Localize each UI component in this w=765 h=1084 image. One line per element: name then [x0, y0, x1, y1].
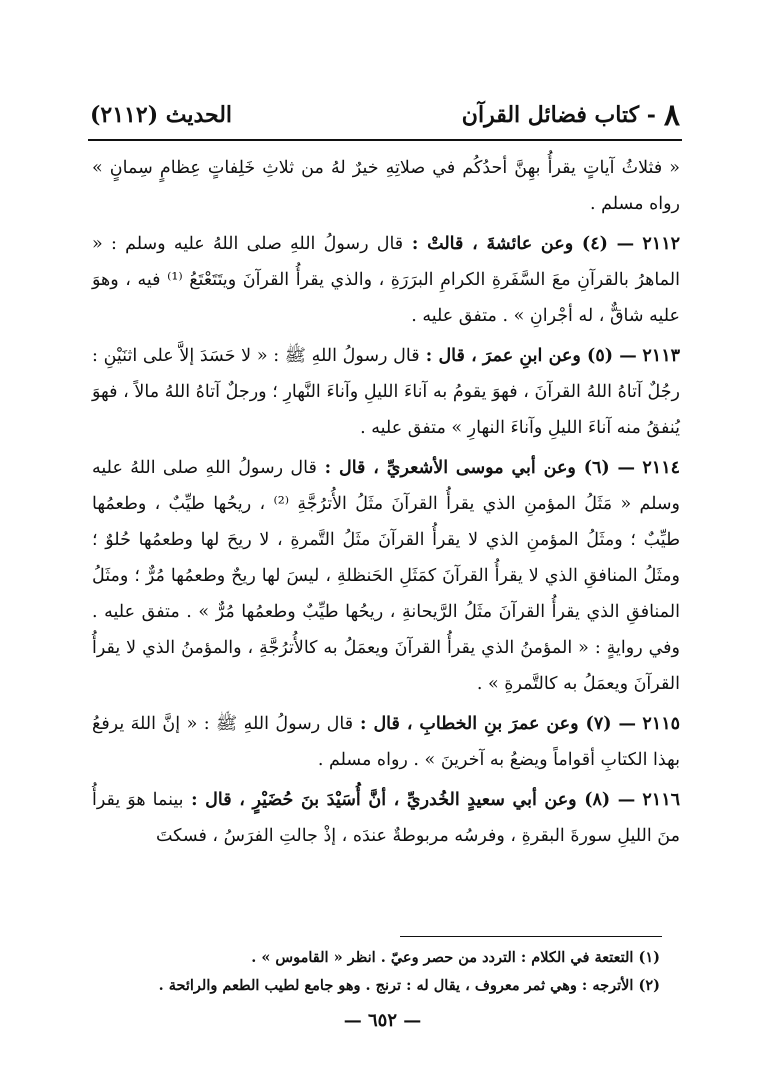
- hadith-number: ٢١١٢: [642, 234, 680, 254]
- footnote-1: (١) التعتعة في الكلام : التردد من حصر وعيّ . انظر « القاموس » .: [251, 949, 660, 966]
- hadith-number: ٢١١٥: [642, 714, 681, 734]
- hadith-range: الحديث (٢١١٢): [90, 102, 233, 128]
- hadith-2116: [92, 782, 680, 854]
- footnote-rule: [400, 936, 662, 937]
- hadith-text: بينما هوَ يقرأُ منَ الليلِ سورةَ البقرةِ ، وفرسُه مربوطةٌ عندَه ، إذْ جالتِ الفرَسُ ، فسكتَ: [92, 790, 680, 846]
- footnotes: [110, 944, 660, 1000]
- paragraph-continuation: [92, 150, 680, 222]
- hadith-narrator: — (٧) وعن عمرَ بنِ الخطابِ ، قال :: [353, 714, 636, 734]
- hadith-narrator: — (٥) وعن ابنِ عمرَ ، قال :: [419, 346, 637, 366]
- footnote-2: (٢) الأترجه : وهي ثمر معروف ، يقال له : ترنج . وهو جامع لطيب الطعم والرائحة .: [158, 977, 660, 994]
- hadith-text: قال رسولُ اللهِ صلى اللهُ عليه وسلم : « الماهرُ بالقرآنِ معَ السَّفَرةِ الكرامِ البرَرَةِ ، والذي يقرأُ القرآنَ ويتَتَعْتَعُ ⁽¹⁾ فيه ، وهوَ عليه شاقٌّ ، له أجْرانِ » . متفق عليه .: [92, 234, 680, 326]
- page-header: [90, 95, 680, 135]
- hadith-narrator: — (٦) وعن أبي موسى الأشعريِّ ، قال :: [316, 458, 636, 478]
- header-book-title-group: [462, 98, 680, 133]
- hadith-text: قال رسولُ اللهِ صلى اللهُ عليه وسلم « مَثَلُ المؤمنِ الذي يقرأُ القرآنَ مثَلُ الأُترُجَّةِ ⁽²⁾ ، ريحُها طيِّبٌ ، وطعمُها طيِّبٌ ؛ ومثَلُ المؤمنِ الذي لا يقرأُ القرآنَ مثَلُ التَّمرةِ ، لا ريحَ لها وطعمُها حُلوٌ ؛ ومثَلُ المنافقِ الذي لا يقرأُ القرآنَ كمَثَلِ الحَنظلةِ ، ليسَ لها ريحٌ وطعمُها مُرٌّ ؛ ومثَلُ المنافقِ الذي يقرأُ القرآنَ مثَلُ الرَّيحانةِ ، ريحُها طيِّبٌ وطعمُها مُرٌّ » . متفق عليه . وفي روايةٍ : « المؤمنُ الذي يقرأُ القرآنَ ويعمَلُ به كالأُترُجَّةِ ، والمؤمنُ الذي لا يقرأُ القرآنَ ويعمَلُ به كالتَّمرةِ » .: [92, 458, 681, 694]
- header-rule: [88, 139, 682, 141]
- page-body: [92, 150, 680, 858]
- hadith-text: قال رسولُ اللهِ ﷺ : « إنَّ اللهَ يرفعُ بهذا الكتابِ أقواماً ويضعُ به آخرينَ » . رواه مسلم .: [92, 714, 680, 770]
- hadith-2112: [92, 226, 680, 334]
- chapter-number: ٨: [663, 97, 680, 133]
- page-number: — ٦٥٢ —: [343, 1010, 422, 1031]
- hadith-number: ٢١١٤: [642, 458, 680, 478]
- book-title: - كتاب فضائل القرآن: [461, 102, 656, 128]
- hadith-text: قال رسولُ اللهِ ﷺ : « لا حَسَدَ إلاَّ على اثنَيْنِ : رجُلٌ آتاهُ اللهُ القرآنَ ، فهوَ يقومُ به آناءَ الليلِ وآناءَ النَّهارِ ؛ ورجلٌ آتاهُ اللهُ مالاً ، فهوَ يُنفقُ منه آناءَ الليلِ وآناءَ النهارِ » متفق عليه .: [92, 346, 680, 438]
- hadith-narrator: — (٤) وعن عائشةَ ، قالتْ :: [403, 234, 635, 254]
- paragraph-text: « فثلاثُ آياتٍ يقرأُ بهِنَّ أحدُكُم في صلاتِهِ خيرٌ لهُ من ثلاثِ خَلِفاتٍ عِظامٍ سِمانٍ » رواه مسلم .: [92, 158, 680, 214]
- hadith-number: ٢١١٣: [642, 346, 680, 366]
- hadith-2114: [92, 450, 680, 702]
- hadith-2113: [92, 338, 680, 446]
- hadith-number: ٢١١٦: [642, 790, 680, 810]
- hadith-narrator: — (٨) وعن أبي سعيدٍ الخُدريِّ ، أنَّ أُسَيْدَ بنَ حُضَيْرٍ ، قال :: [183, 790, 636, 810]
- hadith-2115: [92, 706, 680, 778]
